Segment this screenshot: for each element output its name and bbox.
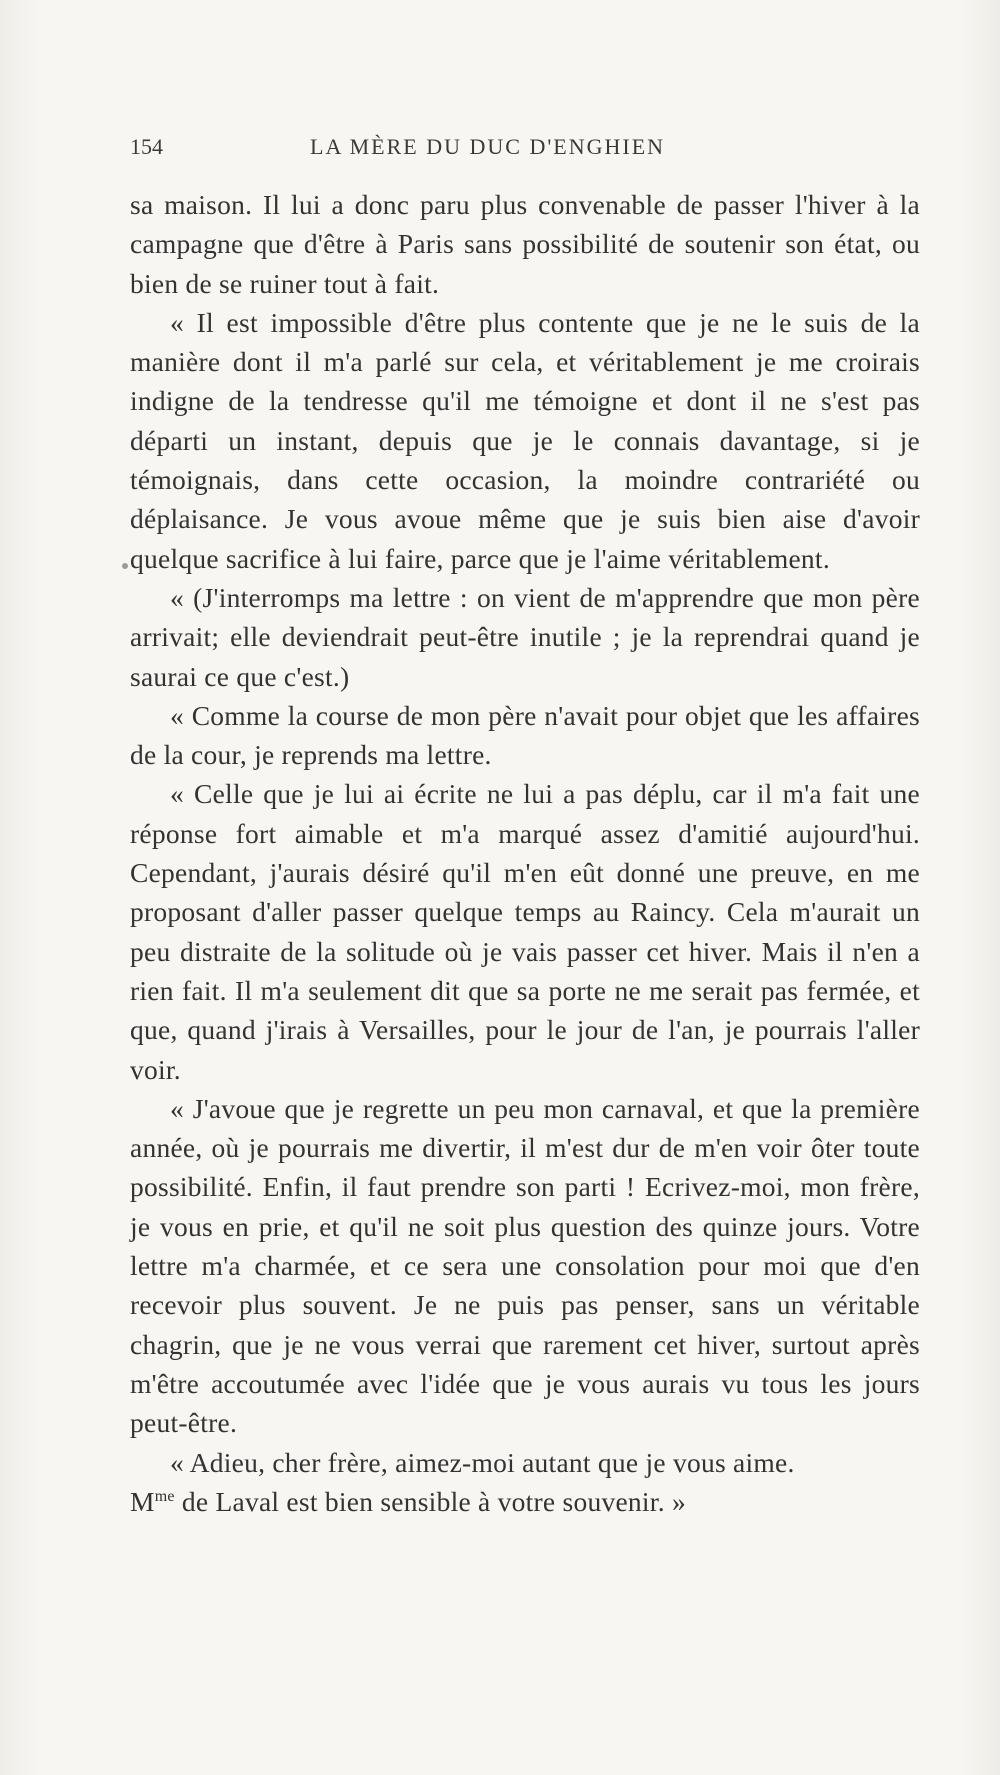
paragraph: « J'avoue que je regrette un peu mon carnaval, et que la première année, où je pourrais me divertir, il m'est dur de m'en voir ôter toute possibilité. Enfin, il faut prendre son parti ! Ecrivez-moi, mon frère, je vous en prie, et qu'il ne soit plus question des quinze jours. Votre lettre m'a charmée, et ce sera une consolation pour moi que d'en recevoir plus souvent. Je ne puis pas penser, sans un véritable chagrin, que je ne vous verrai que rarement cet hiver, surtout après m'être accoutumée avec l'idée que je vous aurais vu tous les jours peut-être.	[130, 1092, 920, 1439]
running-head	[130, 134, 920, 164]
closing-rest: de Laval est bien sensible à votre souvenir. »	[174, 1485, 686, 1517]
running-title: LA MÈRE DU DUC D'ENGHIEN	[310, 134, 666, 159]
closing-prefix: M	[130, 1485, 155, 1517]
paragraph: « Celle que je lui ai écrite ne lui a pas déplu, car il m'a fait une réponse fort aimable et m'a marqué assez d'amitié aujourd'hui. Cependant, j'aurais désiré qu'il m'en eût donné une preuve, en me proposant d'aller passer quelque temps au Raincy. Cela m'aurait un peu distraite de la solitude où je vais passer cet hiver. Mais il n'en a rien fait. Il m'a seulement dit que sa porte ne me serait pas fermée, et que, quand j'irais à Versailles, pour le jour de l'an, je pourrais l'aller voir.	[130, 778, 920, 1085]
paragraph: sa maison. Il lui a donc paru plus convenable de passer l'hiver à la campagne que d'être à Paris sans possibilité de soutenir son état, ou bien de se ruiner tout à fait.	[130, 189, 920, 299]
body-text	[130, 185, 920, 1521]
page-number: 154	[130, 134, 163, 159]
paragraph: « Comme la course de mon père n'avait pour objet que les affaires de la cour, je reprends ma lettre.	[130, 699, 920, 771]
closing-line	[130, 1482, 920, 1521]
paragraph: « Adieu, cher frère, aimez-moi autant que je vous aime.	[170, 1446, 795, 1478]
paragraph: « (J'interromps ma lettre : on vient de m'apprendre que mon père arrivait; elle deviendrait peut-être inutile ; je la reprendrai quand je saurai ce que c'est.)	[130, 581, 920, 692]
paragraph: « Il est impossible d'être plus contente que je ne le suis de la manière dont il m'a parlé sur cela, et véritablement je me croirais indigne de la tendresse qu'il me témoigne et dont il ne s'est pas départi un instant, depuis que je le connais davantage, si je témoignais, dans cette occasion, la moindre contrariété ou déplaisance. Je vous avoue même que je suis bien aise d'avoir quelque sacrifice à lui faire, parce que je l'aime véritablement.	[130, 306, 920, 574]
closing-superscript: me	[154, 1487, 175, 1505]
ink-speck	[122, 563, 128, 569]
